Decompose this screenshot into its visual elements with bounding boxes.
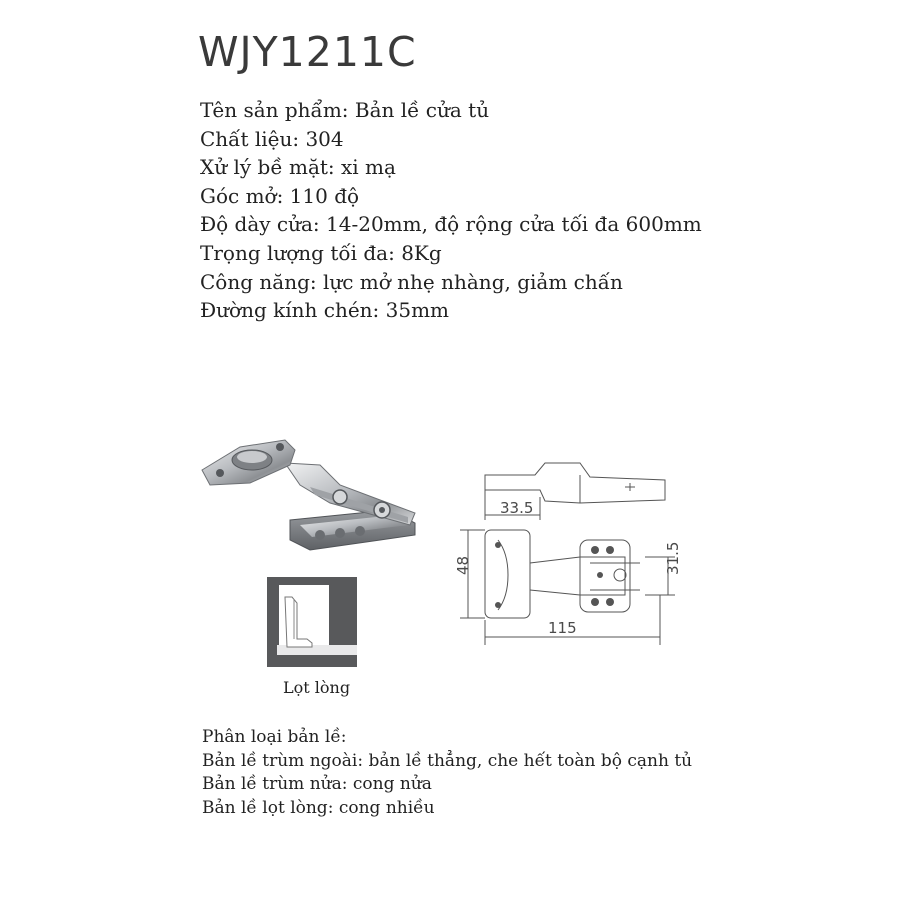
dim-cup-offset: 33.5 — [500, 499, 534, 517]
inset-mount-diagram — [267, 577, 357, 667]
spec-function: Công năng: lực mở nhẹ nhàng, giảm chấn — [200, 269, 623, 294]
spec-door-thickness: Độ dày cửa: 14-20mm, độ rộng cửa tối đa 600mm — [200, 212, 702, 237]
classification-item: Bản lề lọt lòng: cong nhiều — [202, 797, 435, 818]
spec-material: Chất liệu: 304 — [200, 126, 344, 151]
spec-opening-angle: Góc mở: 110 độ — [200, 183, 360, 208]
hinge-photo — [190, 425, 430, 555]
dimension-drawing — [440, 445, 680, 655]
dim-plate-height: 48 — [454, 555, 472, 575]
classification-item: Bản lề trùm ngoài: bản lề thẳng, che hết toàn bộ cạnh tủ — [202, 750, 693, 771]
model-title: WJY1211C — [198, 28, 417, 76]
spec-max-weight: Trọng lượng tối đa: 8Kg — [200, 240, 442, 265]
spec-surface: Xử lý bề mặt: xi mạ — [200, 155, 396, 180]
spec-list — [200, 96, 702, 325]
dim-total-length: 115 — [548, 619, 577, 637]
dim-arm-height: 31.5 — [664, 541, 682, 575]
classification-heading: Phân loại bản lề: — [202, 727, 347, 747]
classification-item: Bản lề trùm nửa: cong nửa — [202, 774, 432, 794]
inset-caption: Lọt lòng — [283, 678, 351, 697]
hinge-classification — [202, 726, 692, 820]
spec-product-name: Tên sản phẩm: Bản lề cửa tủ — [200, 98, 490, 122]
spec-cup-diameter: Đường kính chén: 35mm — [200, 298, 450, 323]
